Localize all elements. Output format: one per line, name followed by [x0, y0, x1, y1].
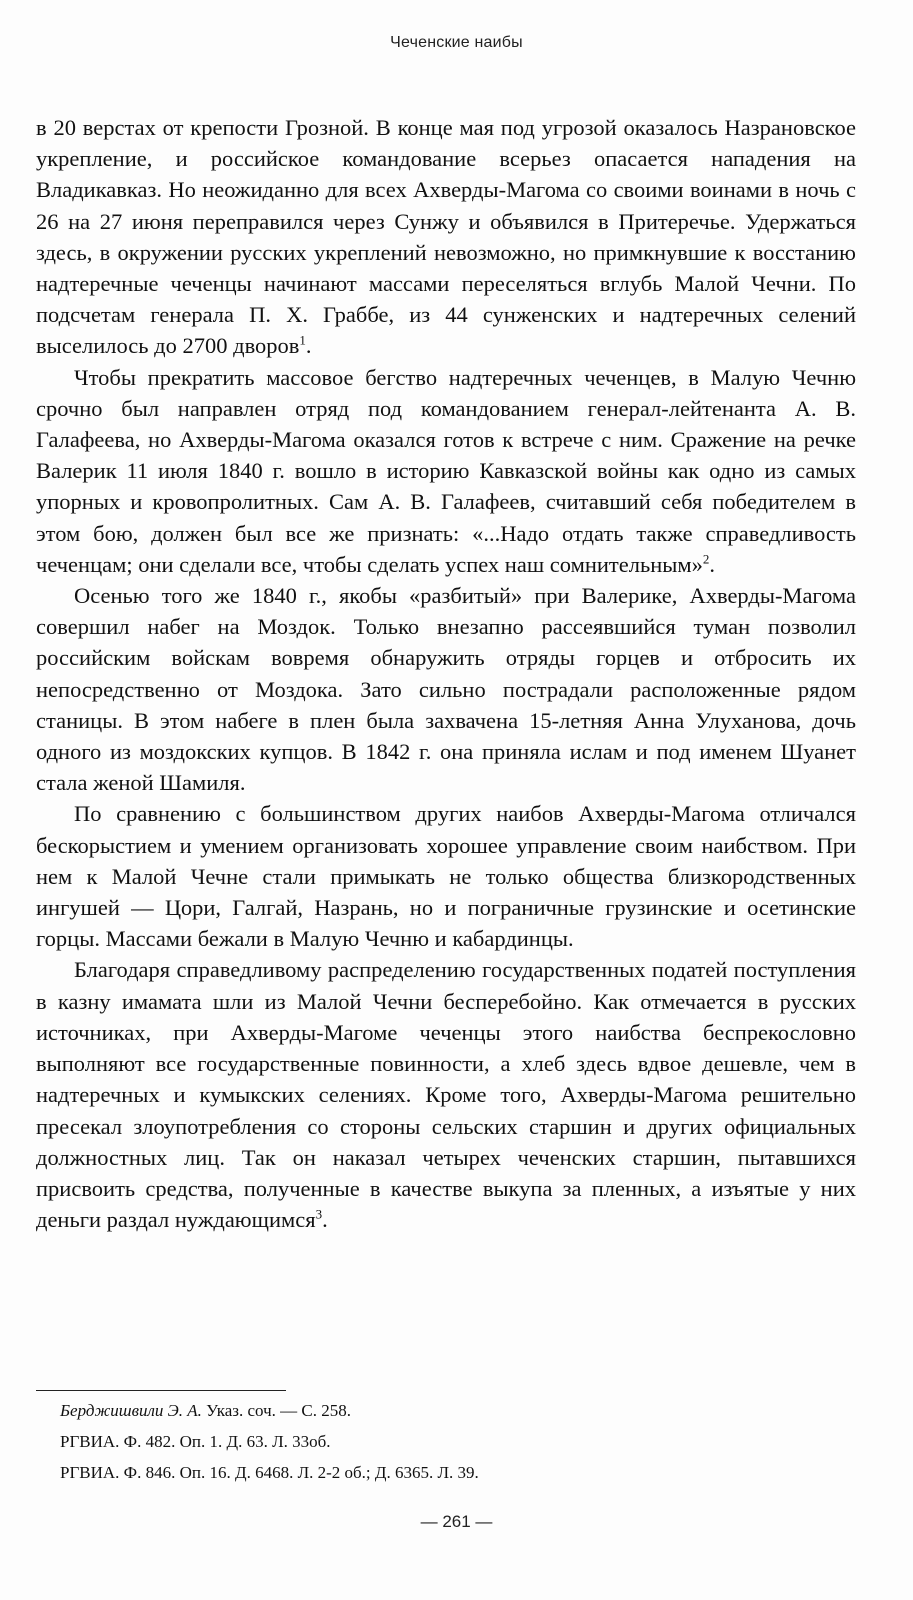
footnote-text: РГВИА. Ф. 846. Оп. 16. Д. 6468. Л. 2-2 об.; Д. 6365. Л. 39. — [60, 1463, 479, 1482]
paragraph-tail: . — [305, 333, 312, 359]
paragraph — [36, 362, 856, 580]
paragraph-text: По сравнению с большинством других наибов Ахверды-Магома отличался бескорыстием и умением организовать хорошее управление своим наибством. При нем к Малой Чечне стали примыкать не только общества близкородственных ингушей — Цори, Галгай, Назрань, но и пограничные грузинские и осетинские горцы. Массами бежали в Малую Чечню и кабардинцы. — [36, 801, 856, 952]
paragraph-text: в 20 верстах от крепости Грозной. В конце мая под угрозой оказалось Назрановское укрепление, и российское командование всерьез опасается нападения на Владикавказ. Но неожиданно для всех Ахверды-Магома со своими воинами в ночь с 26 на 27 июня переправился через Сунжу и объявился в Притеречье. Удержаться здесь, в окружении русских укреплений невозможно, но примкнувшие к восстанию надтеречные чеченцы начинают массами переселяться вглубь Малой Чечни. По подсчетам генерала П. Х. Граббе, из 44 сунженских и надтеречных селений выселилось до 2700 дворов — [36, 115, 856, 359]
footnote-ref: 3 — [315, 1206, 323, 1222]
footnote — [60, 1457, 850, 1488]
footnote-ref: 1 — [299, 332, 306, 348]
footnote-text: Указ. соч. — С. 258. — [201, 1401, 351, 1420]
footnote — [60, 1426, 850, 1457]
paragraph-text: Чтобы прекратить массовое бегство надтеречных чеченцев, в Малую Чечню срочно был направлен отряд под командованием генерал-лейтенанта А. В. Галафеева, но Ахверды-Магома оказался готов к встрече с ним. Сражение на речке Валерик 11 июля 1840 г. вошло в историю Кавказской войны как одно из самых упорных и кровопролитных. Сам А. В. Галафеев, считавший себя победителем в этом бою, должен был все же признать: «...Надо отдать также справедливость чеченцам; они сделали все, чтобы сделать успех наш сомнительным» — [36, 364, 856, 577]
running-title: Чеченские наибы — [390, 34, 523, 51]
paragraph — [36, 580, 856, 798]
footnote-text: РГВИА. Ф. 482. Оп. 1. Д. 63. Л. 33об. — [60, 1432, 331, 1451]
paragraph — [36, 954, 856, 1235]
paragraph-text: Осенью того же 1840 г., якобы «разбитый» при Валерике, Ахверды-Магома совершил набег на Моздок. Только внезапно рассеявшийся туман позволил российским войскам вовремя обнаружить отряды горцев и отбросить их непосредственно от Моздока. Зато сильно пострадали расположенные рядом станицы. В этом набеге в плен была захвачена 15-летняя Анна Улуханова, дочь одного из моздокских купцов. В 1842 г. она приняла ислам и под именем Шуанет стала женой Шамиля. — [36, 583, 856, 796]
paragraph — [36, 798, 856, 954]
paragraph-text: Благодаря справедливому распределению государственных податей поступления в казну имамата шли из Малой Чечни бесперебойно. Как отмечается в русских источниках, при Ахверды-Магоме чеченцы этого наибства беспрекословно выполняют все государственные повинности, а хлеб здесь вдвое дешевле, чем в надтеречных и кумыкских селениях. Кроме того, Ахверды-Магома решительно пресекал злоупотребления со стороны сельских старшин и других официальных должностных лиц. Так он наказал четырех чеченских старшин, пытавшихся присвоить средства, полученные в качестве выкупа за пленных, а изъятые у них деньги раздал нуждающимся — [36, 957, 856, 1233]
paragraph-tail: . — [709, 551, 715, 577]
footnote — [60, 1395, 850, 1426]
page-number: — 261 — — [420, 1512, 493, 1531]
paragraph — [36, 112, 856, 362]
paragraph-tail: . — [322, 1207, 328, 1233]
footnote-author: Берджишвили Э. А. — [60, 1401, 202, 1420]
footnotes — [60, 1395, 850, 1488]
footnote-ref: 2 — [702, 551, 710, 567]
main-text — [36, 112, 856, 1235]
footnote-divider — [36, 1390, 286, 1391]
